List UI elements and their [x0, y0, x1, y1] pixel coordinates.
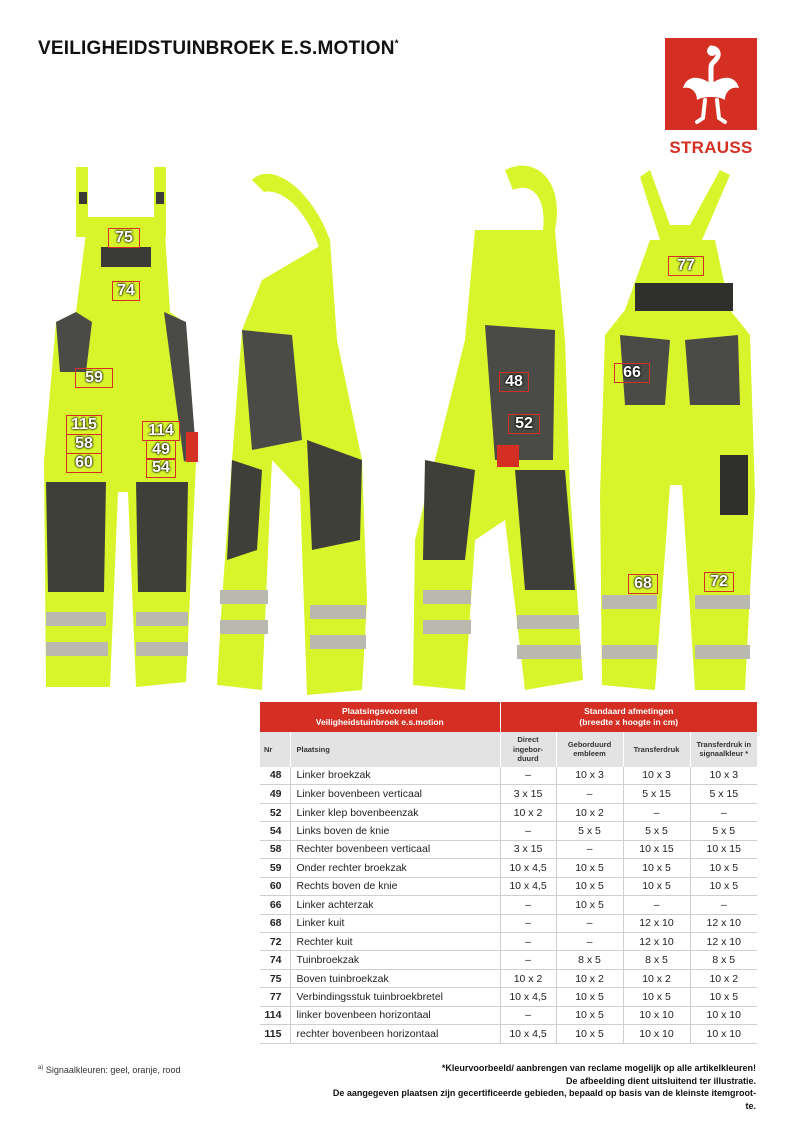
row-direct-embroidered: 3 x 15 — [500, 785, 556, 803]
row-transfer-signal: 12 x 10 — [690, 932, 757, 950]
table-group-header — [260, 702, 757, 732]
row-placement: Linker broekzak — [290, 767, 500, 785]
row-direct-embroidered: 10 x 4,5 — [500, 859, 556, 877]
row-transfer-signal: 10 x 5 — [690, 988, 757, 1006]
brand-name: STRAUSS — [669, 138, 753, 157]
column-transfer-signal: Transferdruk in signaalkleur * — [690, 732, 757, 767]
row-transfer-signal: – — [690, 803, 757, 821]
row-transfer-print: – — [623, 896, 690, 914]
row-nr: 77 — [260, 988, 290, 1006]
row-nr: 52 — [260, 803, 290, 821]
position-tag-52: 52 — [508, 414, 540, 434]
row-nr: 75 — [260, 969, 290, 987]
row-transfer-signal: 10 x 2 — [690, 969, 757, 987]
note-footnote-mark: a) — [38, 1065, 44, 1071]
position-tag-72: 72 — [704, 572, 734, 592]
row-embroidered-emblem: 10 x 2 — [556, 969, 623, 987]
overall-right-side-illustration — [212, 160, 387, 705]
row-embroidered-emblem: – — [556, 914, 623, 932]
row-transfer-signal: 12 x 10 — [690, 914, 757, 932]
row-embroidered-emblem: 10 x 5 — [556, 896, 623, 914]
row-transfer-print: – — [623, 803, 690, 821]
column-placement: Plaatsing — [290, 732, 500, 767]
row-nr: 68 — [260, 914, 290, 932]
row-embroidered-emblem: 8 x 5 — [556, 951, 623, 969]
row-placement: Onder rechter broekzak — [290, 859, 500, 877]
row-nr: 72 — [260, 932, 290, 950]
row-transfer-signal: 10 x 10 — [690, 1006, 757, 1024]
row-placement: Rechts boven de knie — [290, 877, 500, 895]
row-placement: rechter bovenbeen horizontaal — [290, 1025, 500, 1043]
table-row — [260, 969, 757, 987]
page-title: VEILIGHEIDSTUINBROEK E.S.MOTION* — [38, 38, 399, 59]
table-row — [260, 767, 757, 785]
overall-left-side-view — [405, 160, 590, 705]
row-placement: Rechter bovenbeen verticaal — [290, 840, 500, 858]
row-transfer-print: 10 x 5 — [623, 859, 690, 877]
row-nr: 59 — [260, 859, 290, 877]
row-placement: Boven tuinbroekzak — [290, 969, 500, 987]
position-tag-48: 48 — [499, 372, 529, 392]
overall-left-side-illustration — [405, 160, 590, 705]
table-row — [260, 859, 757, 877]
row-nr: 60 — [260, 877, 290, 895]
row-direct-embroidered: – — [500, 951, 556, 969]
table-row — [260, 932, 757, 950]
title-footnote-mark: * — [394, 38, 399, 50]
row-transfer-print: 5 x 15 — [623, 785, 690, 803]
row-transfer-print: 12 x 10 — [623, 932, 690, 950]
header-dimensions-group: Standaard afmetingen (breedte x hoogte in cm) — [500, 702, 757, 732]
row-transfer-print: 10 x 10 — [623, 1006, 690, 1024]
row-placement: Rechter kuit — [290, 932, 500, 950]
row-embroidered-emblem: – — [556, 840, 623, 858]
row-placement: Linker klep bovenbeenzak — [290, 803, 500, 821]
row-embroidered-emblem: 10 x 5 — [556, 1006, 623, 1024]
row-direct-embroidered: – — [500, 914, 556, 932]
header-placement-group: Plaatsingsvoorstel Veiligheidstuinbroek e.s.motion — [260, 702, 500, 732]
row-direct-embroidered: – — [500, 896, 556, 914]
row-direct-embroidered: 10 x 4,5 — [500, 988, 556, 1006]
row-direct-embroidered: – — [500, 1006, 556, 1024]
position-tag-114: 114 — [142, 421, 180, 441]
row-transfer-signal: 10 x 15 — [690, 840, 757, 858]
position-tag-75: 75 — [108, 228, 140, 248]
row-placement: Linker bovenbeen verticaal — [290, 785, 500, 803]
row-transfer-signal: 10 x 3 — [690, 767, 757, 785]
position-tag-60: 60 — [66, 453, 102, 473]
row-nr: 115 — [260, 1025, 290, 1043]
placement-table — [260, 702, 757, 1044]
position-tag-74: 74 — [112, 281, 140, 301]
disclaimer-line: De afbeelding dient uitsluitend ter illustratie. — [565, 1075, 756, 1086]
position-tag-68: 68 — [628, 574, 658, 594]
row-transfer-signal: 10 x 5 — [690, 859, 757, 877]
row-placement: Tuinbroekzak — [290, 951, 500, 969]
row-transfer-signal: 10 x 5 — [690, 877, 757, 895]
column-transfer-print: Transferdruk — [623, 732, 690, 767]
disclaimer-line: De aangegeven plaatsen zijn gecertificeerde gebieden, bepaald op basis van de kleinste itemgroot- — [332, 1088, 756, 1098]
row-direct-embroidered: – — [500, 767, 556, 785]
row-nr: 49 — [260, 785, 290, 803]
row-direct-embroidered: 10 x 4,5 — [500, 877, 556, 895]
position-tag-59: 59 — [75, 368, 113, 388]
table-column-header — [260, 732, 757, 767]
row-transfer-print: 12 x 10 — [623, 914, 690, 932]
row-embroidered-emblem: – — [556, 785, 623, 803]
position-tag-49: 49 — [146, 440, 176, 460]
row-direct-embroidered: – — [500, 822, 556, 840]
row-embroidered-emblem: 10 x 5 — [556, 877, 623, 895]
row-transfer-signal: – — [690, 896, 757, 914]
row-transfer-print: 10 x 3 — [623, 767, 690, 785]
position-tag-115: 115 — [66, 415, 102, 435]
table-row — [260, 785, 757, 803]
row-placement: linker bovenbeen horizontaal — [290, 1006, 500, 1024]
row-transfer-signal: 10 x 10 — [690, 1025, 757, 1043]
row-transfer-signal: 8 x 5 — [690, 951, 757, 969]
row-transfer-print: 10 x 5 — [623, 877, 690, 895]
column-direct-embroidered: Direct ingebor- duurd — [500, 732, 556, 767]
row-nr: 54 — [260, 822, 290, 840]
row-nr: 58 — [260, 840, 290, 858]
position-tag-54: 54 — [146, 458, 176, 478]
table-row — [260, 914, 757, 932]
row-nr: 48 — [260, 767, 290, 785]
table-row — [260, 988, 757, 1006]
row-embroidered-emblem: – — [556, 932, 623, 950]
disclaimer-line: *Kleurvoorbeeld/ aanbrengen van reclame mogelijk op alle artikelkleuren! — [441, 1063, 756, 1073]
disclaimer-line: te. — [745, 1100, 756, 1111]
row-transfer-print: 8 x 5 — [623, 951, 690, 969]
row-transfer-signal: 5 x 15 — [690, 785, 757, 803]
row-transfer-print: 10 x 2 — [623, 969, 690, 987]
row-transfer-print: 5 x 5 — [623, 822, 690, 840]
table-row — [260, 840, 757, 858]
column-embroidered-emblem: Geborduurd embleem — [556, 732, 623, 767]
table-body — [260, 767, 757, 1044]
row-transfer-print: 10 x 15 — [623, 840, 690, 858]
row-embroidered-emblem: 10 x 5 — [556, 1025, 623, 1043]
table-row — [260, 1025, 757, 1043]
position-tag-66: 66 — [614, 363, 650, 383]
row-embroidered-emblem: 10 x 5 — [556, 988, 623, 1006]
row-placement: Verbindingsstuk tuinbroekbretel — [290, 988, 500, 1006]
ostrich-icon — [665, 38, 757, 130]
table-row — [260, 951, 757, 969]
row-transfer-print: 10 x 5 — [623, 988, 690, 1006]
brand-logo-mark — [665, 38, 757, 130]
overall-back-illustration — [590, 165, 765, 705]
table-row — [260, 1006, 757, 1024]
row-embroidered-emblem: 10 x 2 — [556, 803, 623, 821]
row-transfer-print: 10 x 10 — [623, 1025, 690, 1043]
row-direct-embroidered: 10 x 4,5 — [500, 1025, 556, 1043]
overall-back-view — [590, 165, 765, 705]
row-direct-embroidered: 3 x 15 — [500, 840, 556, 858]
table-row — [260, 822, 757, 840]
disclaimer-text — [256, 1062, 756, 1112]
row-placement: Links boven de knie — [290, 822, 500, 840]
row-direct-embroidered: 10 x 2 — [500, 803, 556, 821]
position-tag-77: 77 — [668, 256, 704, 276]
signal-colors-note: $^{a)}$ Signaalkleuren: geel, oranje, rood — [38, 1065, 181, 1075]
row-embroidered-emblem: 5 x 5 — [556, 822, 623, 840]
row-direct-embroidered: 10 x 2 — [500, 969, 556, 987]
row-placement: Linker achterzak — [290, 896, 500, 914]
table-row — [260, 896, 757, 914]
row-embroidered-emblem: 10 x 3 — [556, 767, 623, 785]
row-placement: Linker kuit — [290, 914, 500, 932]
table-row — [260, 877, 757, 895]
row-nr: 74 — [260, 951, 290, 969]
table-row — [260, 803, 757, 821]
row-embroidered-emblem: 10 x 5 — [556, 859, 623, 877]
row-nr: 66 — [260, 896, 290, 914]
row-direct-embroidered: – — [500, 932, 556, 950]
brand-logo — [665, 38, 757, 158]
row-transfer-signal: 5 x 5 — [690, 822, 757, 840]
row-nr: 114 — [260, 1006, 290, 1024]
column-nr: Nr — [260, 732, 290, 767]
overall-right-side-view — [212, 160, 387, 705]
position-tag-58: 58 — [66, 434, 102, 454]
